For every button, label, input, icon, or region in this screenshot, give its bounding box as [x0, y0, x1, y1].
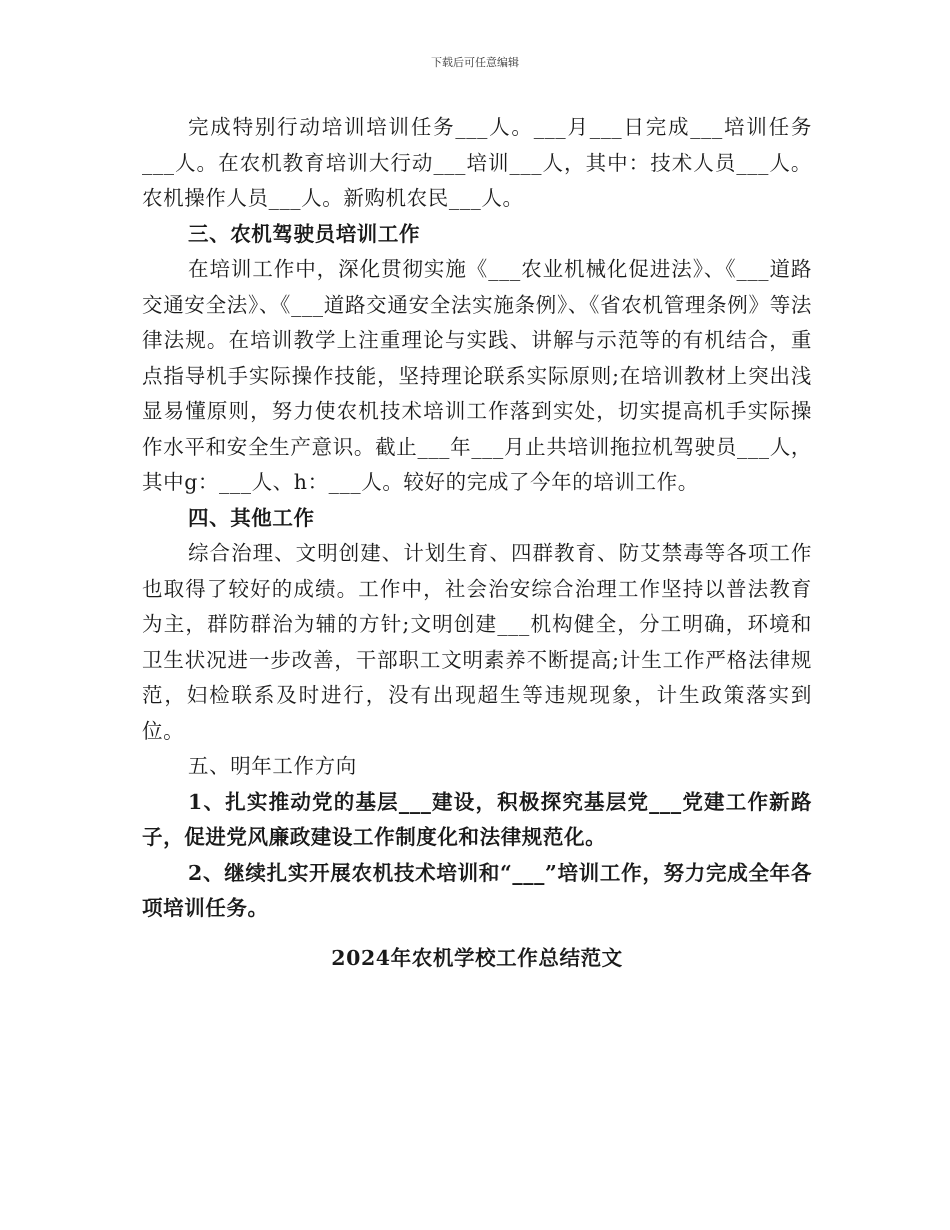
paragraph-driver-training: 在培训工作中，深化贯彻实施《___农业机械化促进法》、《___道路交通安全法》、《___道路交通安全法实施条例》、《省农机管理条例》等法律法规。在培训教学上注重理论与实践、讲解与示范等的有机结合，重点指导机手实际操作技能，坚持理论联系实际原则;在培训教材上突出浅显易懂原则，努力使农机技术培训工作落到实处，切实提高机手实际操作水平和安全生产意识。截止___年___月止共培训拖拉机驾驶员___人，其中g：___人、h：___人。较好的完成了今年的培训工作。 — [142, 257, 812, 494]
paragraph-next-year-item-1: 1、扎实推动党的基层___建设，积极探究基层党___党建工作新路子，促进党风廉政建设工作制度化和法律规范化。 — [142, 789, 812, 849]
section-heading-next-year: 五、明年工作方向 — [188, 754, 357, 778]
document-body — [142, 110, 812, 976]
document-title: 2024年农机学校工作总结范文 — [331, 945, 623, 970]
section-heading-driver-training: 三、农机驾驶员培训工作 — [188, 221, 421, 246]
page-header: 下载后可任意编辑 — [431, 56, 519, 69]
paragraph-other-work: 综合治理、文明创建、计划生育、四群教育、防艾禁毒等各项工作也取得了较好的成绩。工作中，社会治安综合治理工作坚持以普法教育为主，群防群治为辅的方针;文明创建___机构健全，分工明确，环境和卫生状况进一步改善，干部职工文明素养不断提高;计生工作严格法律规范，妇检联系及时进行，没有出现超生等违规现象，计生政策落实到位。 — [142, 541, 812, 743]
paragraph-training-tasks: 完成特别行动培训培训任务___人。___月___日完成___培训任务___人。在农机教育培训大行动___培训___人，其中：技术人员___人。农机操作人员___人。新购机农民___人。 — [142, 115, 812, 210]
paragraph-next-year-item-2: 2、继续扎实开展农机技术培训和“___”培训工作，努力完成全年各项培训任务。 — [142, 860, 812, 920]
section-heading-other-work: 四、其他工作 — [188, 505, 315, 530]
